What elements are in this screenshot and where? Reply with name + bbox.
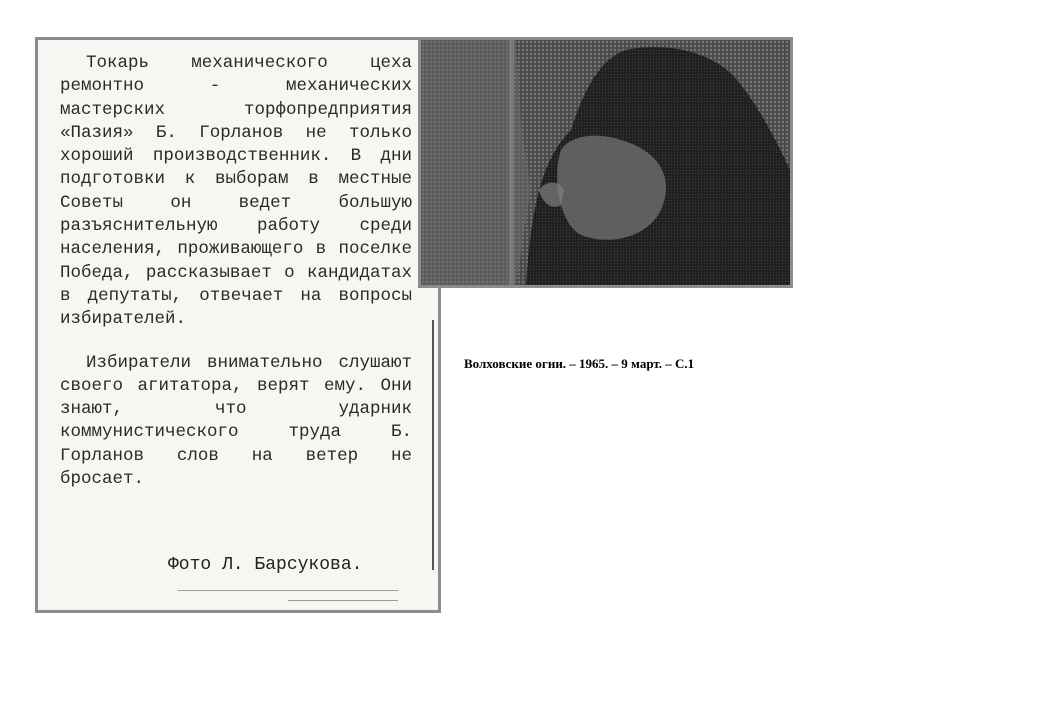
newspaper-photo bbox=[418, 37, 793, 288]
article-paragraph-2: Избиратели внимательно слушают своего агитатора, верят ему. Они знают, что ударник коммунистического труда Б. Горланов слов на ветер не бросает. bbox=[60, 352, 412, 490]
photo-credit: Фото Л. Барсукова. bbox=[168, 555, 363, 575]
source-citation: Волховские огни. – 1965. – 9 март. – С.1 bbox=[464, 356, 695, 371]
clipping-article-text bbox=[60, 52, 412, 491]
newspaper-clipping bbox=[35, 37, 441, 613]
print-smudge bbox=[178, 590, 398, 591]
photo-image bbox=[421, 40, 790, 285]
column-rule bbox=[432, 320, 434, 570]
print-smudge bbox=[288, 600, 398, 601]
article-paragraph-1: Токарь механического цеха ремонтно - механических мастерских торфопредприятия «Пазия» Б. Горланов не только хороший производственник. В дни подготовки к выборам в местные Советы он ведет большую разъяснительную работу среди населения, проживающего в поселке Победа, рассказывает о кандидатах в депутаты, отвечает на вопросы избирателей. bbox=[60, 53, 412, 330]
